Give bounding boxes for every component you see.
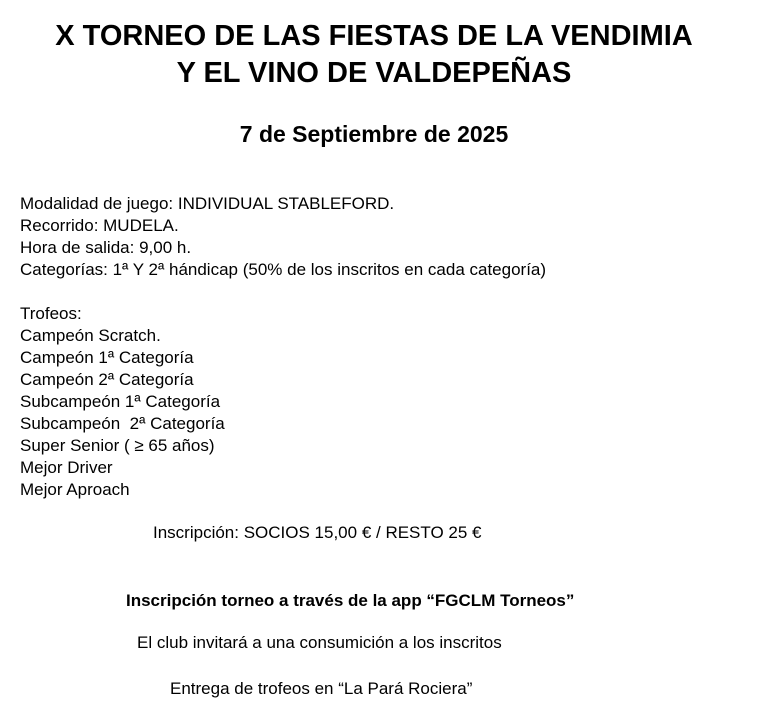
trophy-ceremony-note: Entrega de trofeos en “La Pará Rociera” xyxy=(170,679,473,698)
modalidad-text: Modalidad de juego: INDIVIDUAL STABLEFORD. xyxy=(20,194,395,213)
trofeo-item: Subcampeón 2ª Categoría xyxy=(20,414,225,433)
document-title-line-2: Y EL VINO DE VALDEPEÑAS xyxy=(176,57,572,89)
trofeo-item: Mejor Aproach xyxy=(20,480,130,499)
document-title-line-1: X TORNEO DE LAS FIESTAS DE LA VENDIMIA xyxy=(55,20,693,52)
recorrido-text: Recorrido: MUDELA. xyxy=(20,216,179,235)
hora-salida-text: Hora de salida: 9,00 h. xyxy=(20,238,192,257)
inscripcion-price-text: Inscripción: SOCIOS 15,00 € / RESTO 25 € xyxy=(153,523,482,542)
trofeo-item: Campeón Scratch. xyxy=(20,326,161,345)
trofeo-item: Campeón 2ª Categoría xyxy=(20,370,194,389)
trofeo-item: Super Senior ( ≥ 65 años) xyxy=(20,436,215,455)
trofeo-item: Subcampeón 1ª Categoría xyxy=(20,392,221,411)
app-registration-note: Inscripción torneo a través de la app “FGCLM Torneos” xyxy=(126,591,575,610)
categorias-text: Categorías: 1ª Y 2ª hándicap (50% de los inscritos en cada categoría) xyxy=(20,260,547,279)
trofeo-item: Mejor Driver xyxy=(20,458,113,477)
club-invitation-note: El club invitará a una consumición a los inscritos xyxy=(137,633,502,652)
trofeo-item: Campeón 1ª Categoría xyxy=(20,348,194,367)
event-date: 7 de Septiembre de 2025 xyxy=(239,121,509,147)
trofeos-heading: Trofeos: xyxy=(20,304,82,323)
